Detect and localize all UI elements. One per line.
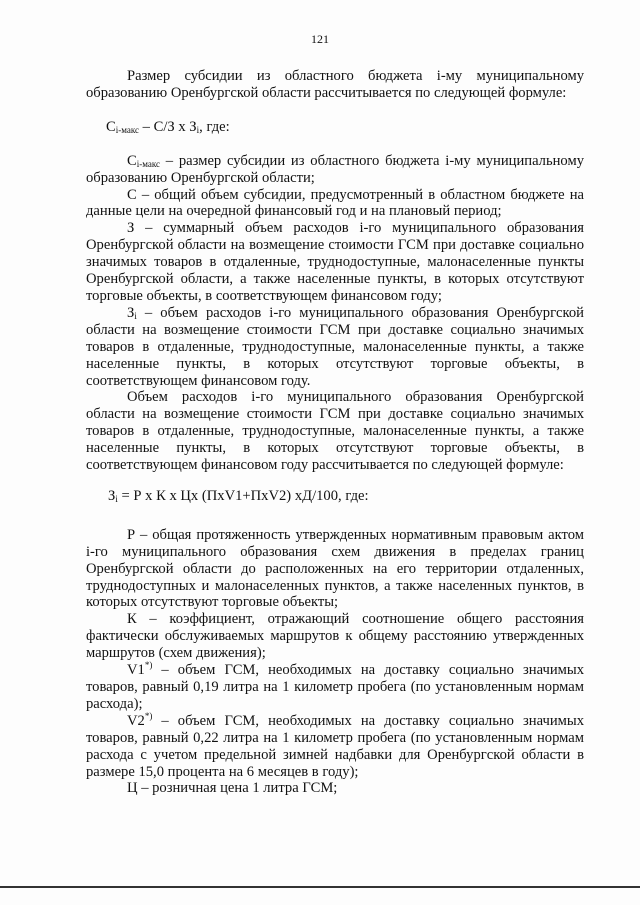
definition-subscript: i [134,310,137,321]
formula-subscript: i-макс [115,124,140,135]
definition-v2 [86,710,584,781]
definition-symbol: С [127,152,137,169]
definition-symbol: З [127,304,135,321]
definition-text: – размер субсидии из областного бюджета i-му муниципальному образованию Оренбургской области; [86,152,584,186]
definition-text: – объем ГСМ, необходимых на доставку социально значимых товаров, равный 0,19 литра на 1 километр пробега (по установленным нормам расхода); [86,662,584,712]
intro-paragraph: Размер субсидии из областного бюджета i-му муниципальному образованию Оренбургской области рассчитывается по следующей формуле: [86,68,584,101]
formula-symbol: С [106,118,116,135]
definition-text: – объем ГСМ, необходимых на доставку социально значимых товаров, равный 0,22 литра на 1 километр пробега (по установленным нормам расхода с учетом предельной зимней надбавки для Оренбургской области в размере 15,0 процента на 6 месяцев в году); [86,712,584,780]
subsidy-formula [86,119,584,136]
definition-zi [86,305,584,390]
definition-p: Р – общая протяженность утвержденных нормативным правовым актом i-го муниципального образования схем движения в пределах границ Оренбургской области до расположенных на его территории отдаленных, труднодоступных и малонаселенных пунктов, а также населенных пунктов, в которых отсутствуют торговые объекты; [86,526,584,611]
formula-ending: , где: [199,118,230,135]
definition-c: С – общий объем субсидии, предусмотренный в областном бюджете на данные цели на очередной финансовый год и на плановый период; [86,186,584,220]
formula-body: = Р х К х Цх (ПхV1+ПхV2) хД/100, где: [117,487,369,504]
definition-k: К – коэффициент, отражающий соотношение общего расстояния фактически обслуживаемых маршрутов к общему расстоянию утвержденных маршрутов (схем движения); [86,611,584,662]
volume-formula [86,488,584,505]
volume-paragraph: Объем расходов i-го муниципального образования Оренбургской области на возмещение стоимости ГСМ при доставке социально значимых товаров в отдаленные, труднодоступные, малонаселенные пункты, а также населенные пункты, в которых отсутствуют торговые объекты, в соответствующем финансовом году рассчитывается по следующей формуле: [86,389,584,474]
definition-z: З – суммарный объем расходов i-го муниципального образования Оренбургской области на возмещение стоимости ГСМ при доставке социально значимых товаров в отдаленные, труднодоступные, малонаселенные пункты Оренбургской области, а также населенные пункты, в которых отсутствуют торговые объекты, в соответствующем финансовом году; [86,220,584,304]
footnote-mark: *) [144,710,153,721]
formula-body: – С/З х З [139,118,197,135]
definition-v1 [86,662,584,713]
page-number: 121 [311,32,329,46]
formula-subscript: i [196,124,200,135]
definition-ts: Ц – розничная цена 1 литра ГСМ; [127,780,338,797]
bottom-rule [0,886,640,888]
definition-text: – объем расходов i-го муниципального образования Оренбургской области на возмещение стоимости ГСМ при доставке социально значимых товаров в отдаленные, труднодоступные, малонаселенные пункты, а также населенные пункты, в которых отсутствуют торговые объекты, в соответствующем финансовом году. [86,304,584,389]
footnote-mark: *) [144,660,153,671]
formula-symbol: З [108,487,116,504]
document-body [86,68,584,797]
definition-symbol: V2 [127,712,145,729]
definition-symbol: V1 [127,662,145,679]
definition-ci [86,153,584,187]
formula-subscript: i [115,493,118,504]
definition-subscript: i-макс [136,158,161,169]
